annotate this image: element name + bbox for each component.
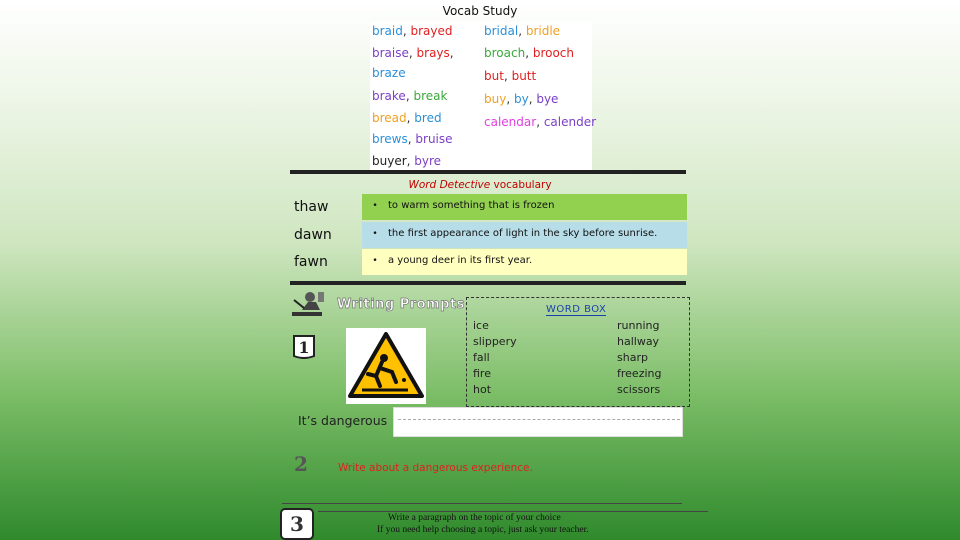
vocab-study-word: , (405, 89, 414, 103)
vocab-row-dawn (288, 222, 687, 248)
vocab-study-word: bruise (415, 132, 453, 146)
vocab-study-word: braze (372, 66, 406, 80)
vocab-study-word: , (525, 46, 533, 60)
vocab-study-word: bridle (525, 24, 561, 38)
vocab-study-word: braise (372, 46, 409, 60)
bottom-rule-1 (282, 503, 682, 504)
prompt-two-text: Write about a dangerous experience. (338, 462, 533, 474)
vocab-study-word: broach (484, 46, 526, 60)
vocab-row-thaw (288, 194, 687, 220)
number-three-text: 3 (290, 512, 304, 536)
vocab-study-word: byre (414, 154, 442, 168)
vocab-study-word: bred (414, 111, 442, 125)
vocab-definition-cell (362, 194, 687, 220)
vocab-study-word: braid (372, 24, 403, 38)
vocab-study-word: , (449, 46, 454, 60)
vocab-study-word: bread (372, 111, 407, 125)
vocab-study-line (484, 69, 536, 83)
vocab-study-line (372, 66, 406, 80)
word-box-left-column (473, 318, 517, 398)
vocab-study-word: brews (372, 132, 408, 146)
vocab-study-word: , (536, 115, 544, 129)
prompt-three-line1: Write a paragraph on the topic of your choice (388, 513, 561, 523)
vocab-study-line (372, 46, 454, 60)
vocab-study-word: bye (536, 92, 559, 106)
vocab-study-line (484, 115, 596, 129)
vocab-study-word: brayed (410, 24, 453, 38)
vocab-study-line (372, 89, 447, 103)
vocab-study-line (372, 111, 442, 125)
vocab-study-word: , (518, 24, 526, 38)
vocab-study-word: calendar (484, 115, 537, 129)
page-title: Vocab Study (442, 4, 518, 18)
vocab-study-word: brake (372, 89, 406, 103)
number-one-icon (292, 334, 316, 360)
vocab-study-word: , (406, 154, 415, 168)
vocab-study-line (372, 154, 441, 168)
vocab-study-word: buyer (372, 154, 407, 168)
word-box-item: fall (473, 351, 490, 364)
vocab-study-line (484, 46, 574, 60)
vocab-study-word: butt (511, 69, 537, 83)
vocab-study-line (484, 24, 560, 38)
slip-hazard-sign (346, 328, 426, 404)
vocab-study-word: bridal (484, 24, 519, 38)
vocab-word: dawn (294, 227, 332, 243)
middle-divider (290, 281, 686, 285)
word-box-item: hot (473, 383, 492, 396)
vocab-study-word: , (406, 111, 415, 125)
vocab-study-word: brooch (532, 46, 575, 60)
word-box-item: hallway (617, 335, 660, 348)
vocab-study-word: , (503, 69, 512, 83)
vocab-study-line (372, 132, 453, 146)
word-box-item: slippery (473, 335, 517, 348)
vocab-study-word: break (413, 89, 448, 103)
word-box-item: scissors (617, 383, 661, 396)
prompt-three-line2: If you need help choosing a topic, just ask your teacher. (377, 525, 589, 535)
word-detective-title-italic: Word Detective (408, 179, 491, 191)
word-box-item: sharp (617, 351, 648, 364)
bullet: • (372, 256, 378, 266)
bullet: • (372, 201, 378, 211)
word-box-title: WORD BOX (546, 304, 607, 315)
vocab-study-word: , (402, 24, 411, 38)
number-two-text: 2 (294, 452, 308, 476)
word-box-item: freezing (617, 367, 662, 380)
vocab-study-word: , (407, 132, 416, 146)
vocab-word: fawn (294, 254, 328, 270)
vocab-definition-cell (362, 222, 687, 248)
word-detective-title (0, 179, 960, 191)
vocab-study-word: , (528, 92, 537, 106)
word-detective-title-rest: vocabulary (490, 179, 552, 191)
prompt-one-text: It’s dangerous (298, 413, 388, 428)
vocab-word: thaw (294, 199, 329, 215)
vocab-definition: a young deer in its first year. (388, 255, 533, 266)
bullet: • (372, 229, 378, 239)
number-one-text: 1 (298, 338, 310, 357)
top-divider (290, 170, 686, 174)
number-three-icon (280, 508, 314, 540)
vocab-definition-cell (362, 249, 687, 275)
vocab-study-word: but (484, 69, 504, 83)
vocab-study-word: , (506, 92, 514, 106)
bottom-rule-2 (318, 511, 708, 512)
writer-icon (290, 290, 328, 320)
vocab-study-word: , (408, 46, 417, 60)
vocab-row-fawn (288, 249, 687, 275)
answer-box[interactable] (393, 407, 683, 437)
word-box-item: ice (473, 319, 489, 332)
vocab-study-box (370, 22, 597, 170)
word-box-item: fire (473, 367, 491, 380)
dashed-writing-line (398, 419, 680, 420)
vocab-study-line (484, 92, 558, 106)
vocab-definition: to warm something that is frozen (388, 200, 555, 211)
word-box-right-column (617, 318, 661, 398)
vocab-study-word: brays (416, 46, 450, 60)
vocab-study-word: by (513, 92, 529, 106)
vocab-study-word: buy (484, 92, 507, 106)
word-box-item: running (617, 319, 660, 332)
vocab-study-line (372, 24, 453, 38)
vocab-definition: the first appearance of light in the sky before sunrise. (388, 228, 658, 239)
writing-prompts-label: Writing Prompts (337, 297, 465, 312)
number-two-icon (290, 452, 312, 476)
vocab-study-word: calender (543, 115, 597, 129)
